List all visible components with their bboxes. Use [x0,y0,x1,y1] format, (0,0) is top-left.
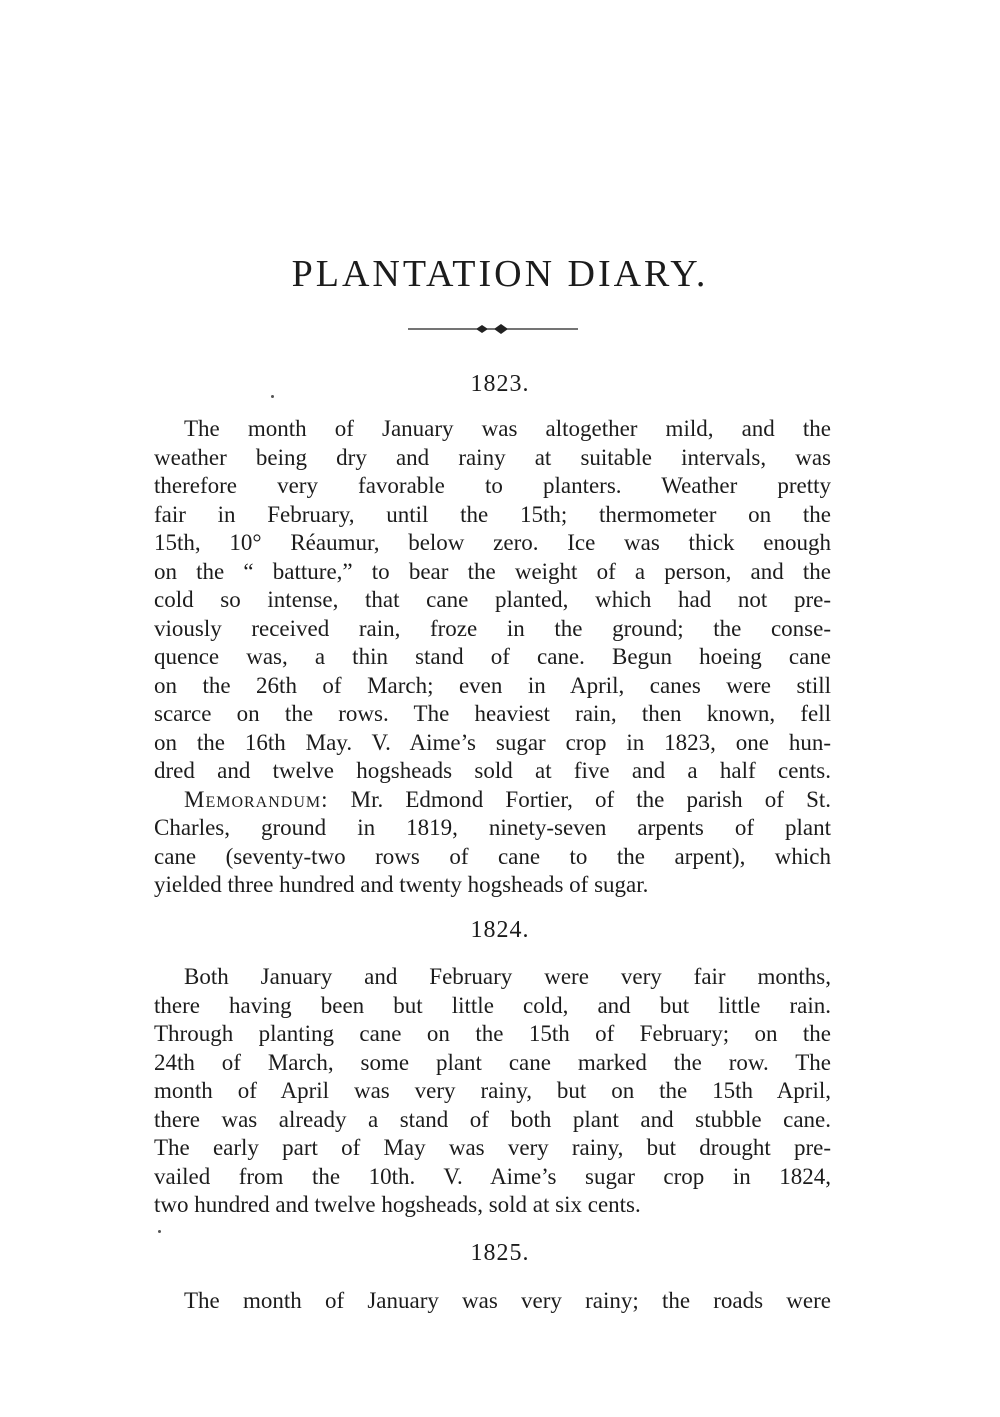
text-line: Through planting cane on the 15th of February; on the [154,1021,831,1046]
text-line: scarce on the rows. The heaviest rain, then known, fell [154,701,831,726]
text-line: Mr. Edmond Fortier, of the parish of St. [350,786,832,812]
page-title: PLANTATION DIARY. [291,253,709,295]
text-line: yielded three hundred and twenty hogsheads of sugar. [154,872,649,897]
text-line: dred and twelve hogsheads sold at five and a half cents. [154,758,831,783]
year-heading-1825: 1825. [470,1240,530,1266]
text-line: there was already a stand of both plant and stubble cane. [154,1106,831,1132]
text-line: there having been but little cold, and but little rain. [154,992,831,1018]
memorandum-line [154,786,831,815]
text-line: vailed from the 10th. V. Aime’s sugar crop in 1824, [154,1163,831,1189]
memorandum-label: Memorandum: [184,786,329,812]
text-line: quence was, a thin stand of cane. Begun hoeing cane [154,644,831,669]
text-line: Charles, ground in 1819, ninety-seven arpents of plant [154,815,831,840]
text-line: cold so intense, that cane planted, which had not pre- [154,587,831,612]
text-line: two hundred and twelve hogsheads, sold at six cents. [154,1192,641,1217]
year-heading-1824: 1824. [470,917,530,943]
paragraph-1825 [154,1287,831,1316]
text-line: on the 16th May. V. Aime’s sugar crop in 1823, one hun- [154,729,831,755]
text-line: Both January and February were very fair months, [184,964,831,989]
text-line: The month of January was very rainy; the roads were [184,1288,831,1313]
text-line: on the “ batture,” to bear the weight of a person, and the [154,558,831,584]
print-speck [158,1230,161,1233]
text-line: cane (seventy-two rows of cane to the arpent), which [154,843,831,869]
text-line: fair in February, until the 15th; thermometer on the [154,501,831,527]
text-line: on the 26th of March; even in April, canes were still [154,672,831,698]
title-ornament-rule [408,322,578,336]
text-line: The early part of May was very rainy, but drought pre- [154,1135,831,1160]
text-line: The month of January was altogether mild, and the [184,416,831,441]
text-line: weather being dry and rainy at suitable intervals, was [154,444,831,470]
print-speck [271,395,274,398]
text-line: therefore very favorable to planters. Weather pretty [154,473,831,498]
year-heading-1823: 1823. [470,371,530,397]
text-line: viously received rain, froze in the ground; the conse- [154,615,831,641]
text-line: 24th of March, some plant cane marked the row. The [154,1049,831,1075]
paragraph-1823 [154,415,831,900]
text-line: month of April was very rainy, but on the 15th April, [154,1078,831,1103]
text-line: 15th, 10° Réaumur, below zero. Ice was thick enough [154,530,831,555]
paragraph-1824 [154,963,831,1220]
